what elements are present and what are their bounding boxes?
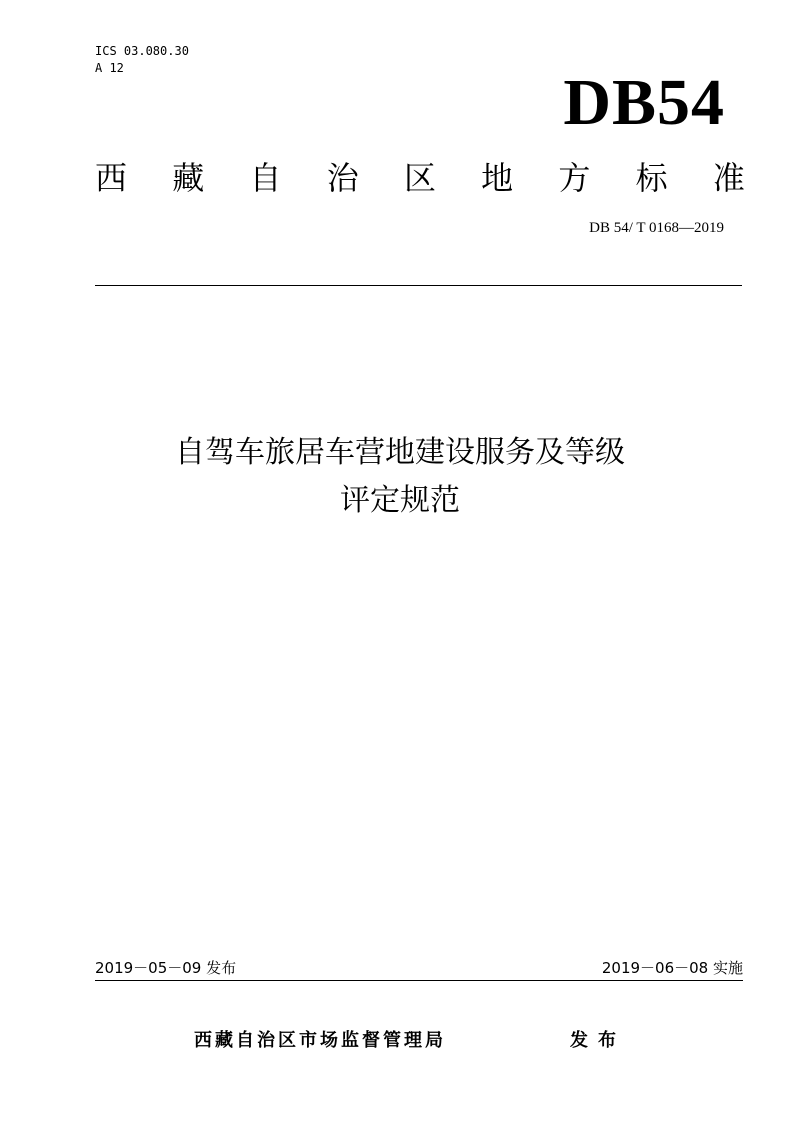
standard-type-char: 藏 [172, 159, 205, 197]
standard-type-char: 方 [558, 159, 591, 197]
standard-type-char: 标 [635, 159, 668, 197]
standard-type-char: 治 [326, 159, 359, 197]
document-title-line-2: 评定规范 [340, 483, 460, 518]
ics-code: ICS 03.080.30 [95, 44, 189, 58]
document-title-line-1: 自驾车旅居车营地建设服务及等级 [175, 435, 625, 470]
standard-type-heading [95, 156, 745, 200]
publisher-name: 西藏自治区市场监督管理局 [194, 1030, 446, 1051]
standard-code: DB 54/ T 0168—2019 [589, 220, 724, 236]
standard-type-char: 地 [481, 159, 514, 197]
footer-divider [95, 980, 743, 981]
standard-type-char: 自 [249, 159, 282, 197]
implementation-date: 2019－06－08 实施 [601, 959, 743, 977]
standard-type-char: 区 [403, 159, 436, 197]
publish-label: 发布 [570, 1030, 626, 1051]
standard-logo: DB54 [563, 66, 725, 139]
standard-type-char: 准 [712, 159, 745, 197]
standard-type-char: 西 [95, 159, 128, 197]
header-divider [95, 285, 742, 286]
release-date: 2019－05－09 发布 [95, 959, 237, 977]
classification-code: A 12 [95, 61, 124, 75]
